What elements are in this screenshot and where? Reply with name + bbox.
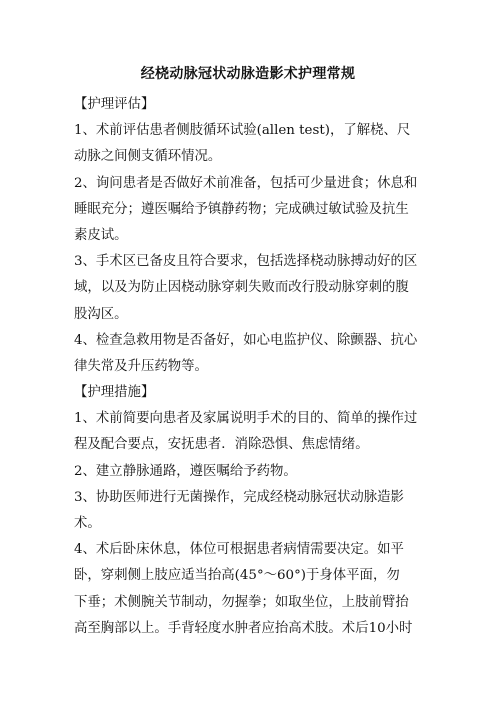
text-line: 1、术前简要向患者及家属说明手术的目的、简单的操作过 — [74, 411, 418, 427]
text-line: 术。 — [74, 516, 101, 531]
text-line: 3、手术区已备皮且符合要求，包括选择桡动脉搏动好的区 — [74, 254, 418, 270]
text-line: 程及配合要点，安抚患者．消除恐惧、焦虑情绪。 — [74, 437, 369, 453]
text-line: 动脉之间侧支循环情况。 — [74, 149, 222, 165]
text-line: 3、协助医师进行无菌操作，完成经桡动脉冠状动脉造影 — [74, 489, 404, 505]
text-line: 高至胸部以上。手背轻度水肿者应抬高术肢。术后10小时 — [74, 620, 413, 636]
text-line: 下垂；术侧腕关节制动，勿握拳；如取坐位，上肢前臂抬 — [74, 594, 409, 610]
section-heading-measures: 【护理措施】 — [74, 385, 155, 401]
text-line: 域，以及为防止因桡动脉穿刺失败而改行股动脉穿刺的腹 — [74, 280, 409, 296]
section-heading-assessment: 【护理评估】 — [74, 97, 155, 112]
text-line: 素皮试。 — [74, 227, 128, 243]
text-line: 2、建立静脉通路，遵医嘱给予药物。 — [74, 463, 297, 479]
text-line: 4、检查急救用物是否备好，如心电监护仪、除颤器、抗心 — [74, 332, 418, 348]
text-line: 1、术前评估患者侧肢循环试验(allen test)，了解桡、尺 — [74, 123, 411, 139]
text-line: 律失常及升压药物等。 — [74, 358, 208, 374]
text-line: 股沟区。 — [74, 306, 128, 322]
text-line: 2、询问患者是否做好术前准备，包括可少量进食；休息和 — [74, 175, 418, 191]
text-line: 4、术后卧床休息，体位可根据患者病情需要决定。如平 — [74, 542, 404, 558]
document-title: 经桡动脉冠状动脉造影术护理常规 — [140, 66, 356, 82]
text-line: 睡眠充分；遵医嘱给予镇静药物；完成碘过敏试验及抗生 — [74, 201, 409, 217]
text-line: 卧，穿刺侧上肢应适当抬高(45°～60°)于身体平面，勿 — [74, 568, 400, 584]
document-body — [74, 92, 426, 642]
